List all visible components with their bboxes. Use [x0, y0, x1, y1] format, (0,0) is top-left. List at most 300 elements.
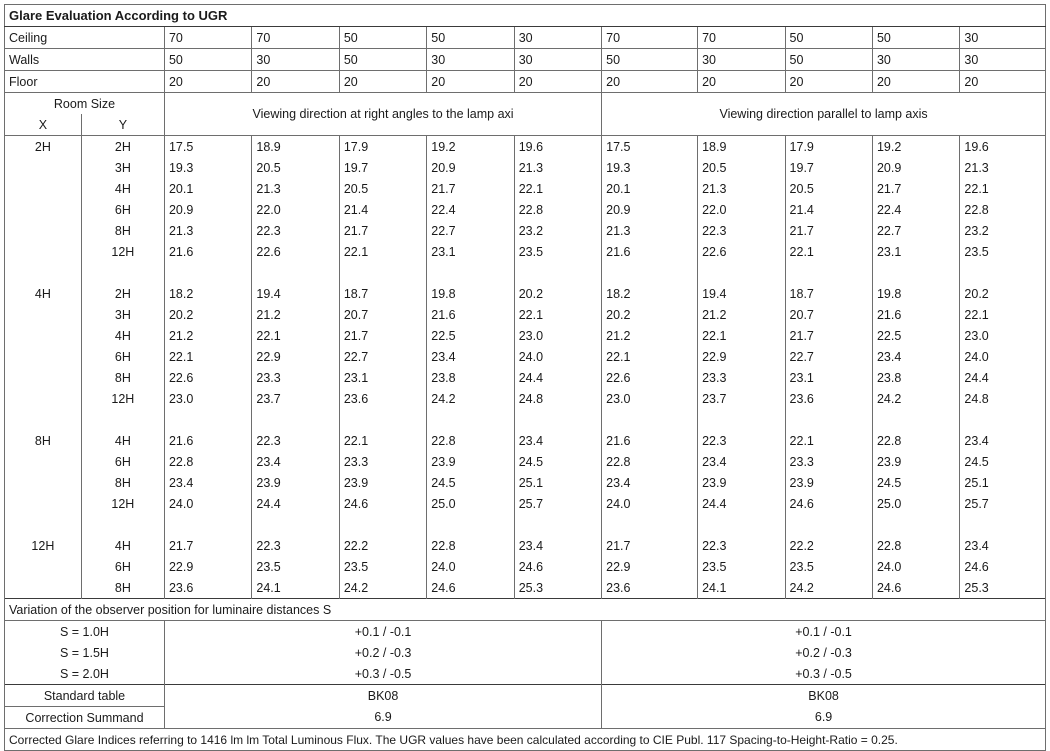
ugr-value-perpendicular: 20.9: [427, 157, 514, 178]
standard-table-parallel: BK08: [602, 685, 1046, 707]
table-row: [5, 199, 1046, 220]
room-size-y-value: 6H: [81, 199, 164, 220]
ugr-value-parallel: 24.5: [960, 451, 1046, 472]
ugr-value-perpendicular: 22.4: [427, 199, 514, 220]
ugr-value-perpendicular: 22.9: [164, 556, 251, 577]
reflectance-value: 30: [698, 49, 785, 71]
ugr-value-parallel: 22.1: [785, 241, 872, 262]
spacer-cell: [698, 514, 785, 535]
ugr-value-perpendicular: 20.2: [514, 283, 601, 304]
ugr-value-parallel: 22.1: [960, 304, 1046, 325]
ugr-value-parallel: 23.3: [785, 451, 872, 472]
table-row: [5, 367, 1046, 388]
ugr-value-parallel: 21.3: [960, 157, 1046, 178]
reflectance-value: 30: [960, 27, 1046, 49]
room-size-y-value: 2H: [81, 136, 164, 158]
ugr-value-perpendicular: 21.3: [252, 178, 339, 199]
footnote-row: [5, 729, 1046, 751]
ugr-value-parallel: 23.9: [872, 451, 959, 472]
spacer-cell: [427, 409, 514, 430]
ugr-value-parallel: 24.6: [960, 556, 1046, 577]
ugr-value-parallel: 22.6: [602, 367, 698, 388]
group-spacer-row: [5, 409, 1046, 430]
ugr-value-perpendicular: 24.6: [427, 577, 514, 599]
room-size-x-value: 12H: [5, 535, 82, 556]
reflectance-value: 30: [514, 27, 601, 49]
ugr-value-perpendicular: 22.6: [164, 367, 251, 388]
ugr-value-perpendicular: 18.9: [252, 136, 339, 158]
ugr-value-perpendicular: 25.7: [514, 493, 601, 514]
ugr-value-perpendicular: 21.7: [164, 535, 251, 556]
room-size-y-value: 6H: [81, 451, 164, 472]
standard-table-row: [5, 685, 1046, 707]
ugr-value-perpendicular: 22.5: [427, 325, 514, 346]
spacer-cell: [81, 262, 164, 283]
ugr-value-perpendicular: 23.4: [164, 472, 251, 493]
ugr-value-parallel: 23.6: [785, 388, 872, 409]
room-size-x-value: 8H: [5, 430, 82, 451]
room-size-y-value: 12H: [81, 493, 164, 514]
direction-header-parallel: Viewing direction parallel to lamp axis: [602, 93, 1046, 136]
reflectance-value: 20: [427, 71, 514, 93]
ugr-value-perpendicular: 21.7: [427, 178, 514, 199]
ugr-value-parallel: 21.6: [602, 430, 698, 451]
ugr-value-parallel: 22.9: [602, 556, 698, 577]
ugr-value-parallel: 24.0: [872, 556, 959, 577]
spacer-cell: [164, 262, 251, 283]
ugr-value-parallel: 21.7: [785, 220, 872, 241]
table-row: [5, 472, 1046, 493]
spacer-cell: [427, 262, 514, 283]
spacer-cell: [698, 262, 785, 283]
ugr-value-perpendicular: 23.4: [427, 346, 514, 367]
ugr-value-parallel: 24.2: [872, 388, 959, 409]
ugr-value-perpendicular: 17.9: [339, 136, 426, 158]
spacer-cell: [514, 262, 601, 283]
ugr-value-parallel: 22.6: [698, 241, 785, 262]
ugr-value-parallel: 22.1: [698, 325, 785, 346]
group-spacer-row: [5, 514, 1046, 535]
ugr-value-parallel: 22.9: [698, 346, 785, 367]
ugr-value-perpendicular: 22.8: [427, 535, 514, 556]
ugr-value-perpendicular: 21.6: [427, 304, 514, 325]
room-size-x-value-empty: [5, 178, 82, 199]
ugr-value-perpendicular: 23.3: [339, 451, 426, 472]
reflectance-value: 20: [872, 71, 959, 93]
variation-row: [5, 642, 1046, 663]
spacer-cell: [872, 262, 959, 283]
ugr-value-perpendicular: 17.5: [164, 136, 251, 158]
ugr-value-parallel: 23.1: [872, 241, 959, 262]
spacer-cell: [5, 514, 82, 535]
ugr-value-parallel: 21.3: [698, 178, 785, 199]
reflectance-value: 20: [252, 71, 339, 93]
spacer-cell: [960, 409, 1046, 430]
ugr-value-perpendicular: 21.7: [339, 220, 426, 241]
room-size-y-value: 2H: [81, 283, 164, 304]
spacer-cell: [960, 262, 1046, 283]
ugr-value-parallel: 20.9: [602, 199, 698, 220]
ugr-value-parallel: 24.8: [960, 388, 1046, 409]
room-size-y-value: 6H: [81, 346, 164, 367]
table-row: [5, 493, 1046, 514]
variation-heading: Variation of the observer position for luminaire distances S: [5, 599, 1046, 621]
reflectance-value: 20: [698, 71, 785, 93]
room-size-x-value-empty: [5, 199, 82, 220]
ugr-value-parallel: 21.6: [602, 241, 698, 262]
ugr-table-body: [5, 5, 1046, 751]
spacer-cell: [339, 409, 426, 430]
reflectance-value: 50: [785, 27, 872, 49]
ugr-value-parallel: 21.7: [602, 535, 698, 556]
table-row: [5, 178, 1046, 199]
ugr-value-parallel: 22.1: [602, 346, 698, 367]
ugr-value-parallel: 24.4: [698, 493, 785, 514]
variation-value-perpendicular: +0.2 / -0.3: [164, 642, 601, 663]
ugr-value-perpendicular: 22.9: [252, 346, 339, 367]
ugr-value-parallel: 23.4: [960, 430, 1046, 451]
room-size-y-value: 8H: [81, 472, 164, 493]
ugr-value-perpendicular: 24.6: [514, 556, 601, 577]
ugr-value-parallel: 24.6: [872, 577, 959, 599]
ugr-value-parallel: 23.1: [785, 367, 872, 388]
variation-label: S = 2.0H: [5, 663, 165, 685]
ugr-value-perpendicular: 23.4: [514, 430, 601, 451]
ugr-value-perpendicular: 22.1: [339, 430, 426, 451]
ugr-value-parallel: 23.5: [960, 241, 1046, 262]
ugr-value-perpendicular: 23.8: [427, 367, 514, 388]
ugr-value-parallel: 22.1: [785, 430, 872, 451]
spacer-cell: [164, 409, 251, 430]
ugr-value-parallel: 20.7: [785, 304, 872, 325]
spacer-cell: [872, 514, 959, 535]
ugr-value-perpendicular: 23.9: [427, 451, 514, 472]
ugr-value-perpendicular: 24.5: [514, 451, 601, 472]
ugr-value-parallel: 22.4: [872, 199, 959, 220]
spacer-cell: [602, 409, 698, 430]
ugr-value-perpendicular: 20.5: [339, 178, 426, 199]
ugr-value-perpendicular: 22.8: [164, 451, 251, 472]
ugr-value-parallel: 23.9: [785, 472, 872, 493]
ugr-value-parallel: 23.8: [872, 367, 959, 388]
ugr-value-perpendicular: 22.3: [252, 535, 339, 556]
ugr-value-parallel: 23.6: [602, 577, 698, 599]
room-size-x-value-empty: [5, 346, 82, 367]
ugr-value-parallel: 23.5: [785, 556, 872, 577]
ugr-value-parallel: 19.8: [872, 283, 959, 304]
spacer-cell: [698, 409, 785, 430]
reflectance-value: 50: [339, 27, 426, 49]
ugr-value-perpendicular: 19.2: [427, 136, 514, 158]
ugr-value-perpendicular: 21.3: [514, 157, 601, 178]
ugr-value-perpendicular: 23.2: [514, 220, 601, 241]
room-size-y-value: 3H: [81, 304, 164, 325]
ugr-value-perpendicular: 25.1: [514, 472, 601, 493]
ugr-value-parallel: 21.4: [785, 199, 872, 220]
ugr-value-perpendicular: 18.2: [164, 283, 251, 304]
ugr-value-parallel: 23.3: [698, 367, 785, 388]
ugr-value-perpendicular: 22.8: [427, 430, 514, 451]
ugr-value-perpendicular: 20.1: [164, 178, 251, 199]
ugr-value-perpendicular: 23.9: [252, 472, 339, 493]
ugr-value-perpendicular: 19.7: [339, 157, 426, 178]
reflectance-value: 30: [960, 49, 1046, 71]
ugr-value-perpendicular: 24.6: [339, 493, 426, 514]
ugr-value-parallel: 23.7: [698, 388, 785, 409]
spacer-cell: [252, 409, 339, 430]
spacer-cell: [514, 409, 601, 430]
direction-header-perpendicular: Viewing direction at right angles to the lamp axi: [164, 93, 601, 136]
ugr-value-perpendicular: 19.4: [252, 283, 339, 304]
reflectance-value: 20: [960, 71, 1046, 93]
ugr-value-parallel: 23.4: [698, 451, 785, 472]
spacer-cell: [339, 262, 426, 283]
group-spacer-row: [5, 262, 1046, 283]
ugr-value-parallel: 19.2: [872, 136, 959, 158]
ugr-value-parallel: 22.1: [960, 178, 1046, 199]
ugr-value-perpendicular: 21.6: [164, 241, 251, 262]
room-size-header: Room Size: [5, 93, 165, 115]
variation-value-parallel: +0.2 / -0.3: [602, 642, 1046, 663]
variation-value-perpendicular: +0.3 / -0.5: [164, 663, 601, 685]
ugr-value-perpendicular: 21.2: [252, 304, 339, 325]
ugr-value-perpendicular: 23.6: [339, 388, 426, 409]
ugr-value-parallel: 23.4: [602, 472, 698, 493]
standard-table-perpendicular: BK08: [164, 685, 601, 707]
ugr-value-parallel: 25.3: [960, 577, 1046, 599]
variation-row: [5, 663, 1046, 685]
ugr-value-perpendicular: 21.2: [164, 325, 251, 346]
reflectance-value: 50: [785, 49, 872, 71]
ugr-value-perpendicular: 24.8: [514, 388, 601, 409]
ugr-value-perpendicular: 22.8: [514, 199, 601, 220]
table-row: [5, 220, 1046, 241]
ugr-value-perpendicular: 23.3: [252, 367, 339, 388]
ugr-value-perpendicular: 23.7: [252, 388, 339, 409]
reflectance-row: [5, 71, 1046, 93]
ugr-value-perpendicular: 24.4: [514, 367, 601, 388]
ugr-value-parallel: 22.0: [698, 199, 785, 220]
room-size-x-value-empty: [5, 388, 82, 409]
spacer-cell: [872, 409, 959, 430]
table-row: [5, 388, 1046, 409]
spacer-cell: [785, 262, 872, 283]
reflectance-value: 70: [164, 27, 251, 49]
ugr-value-parallel: 22.2: [785, 535, 872, 556]
ugr-value-parallel: 20.2: [960, 283, 1046, 304]
title-row: [5, 5, 1046, 27]
ugr-value-perpendicular: 22.7: [339, 346, 426, 367]
room-size-y-value: 8H: [81, 220, 164, 241]
ugr-value-perpendicular: 24.4: [252, 493, 339, 514]
ugr-value-perpendicular: 22.1: [164, 346, 251, 367]
spacer-cell: [602, 514, 698, 535]
room-size-x-value-empty: [5, 157, 82, 178]
room-size-x-value-empty: [5, 241, 82, 262]
reflectance-label: Ceiling: [5, 27, 165, 49]
ugr-value-parallel: 22.7: [785, 346, 872, 367]
table-row: [5, 577, 1046, 599]
table-row: [5, 535, 1046, 556]
spacer-cell: [427, 514, 514, 535]
ugr-value-parallel: 21.7: [872, 178, 959, 199]
ugr-value-parallel: 21.2: [602, 325, 698, 346]
ugr-value-parallel: 21.3: [602, 220, 698, 241]
ugr-value-parallel: 22.5: [872, 325, 959, 346]
ugr-value-parallel: 19.3: [602, 157, 698, 178]
ugr-value-parallel: 23.4: [872, 346, 959, 367]
spacer-cell: [252, 514, 339, 535]
spacer-cell: [5, 262, 82, 283]
reflectance-value: 20: [602, 71, 698, 93]
spacer-cell: [164, 514, 251, 535]
room-size-y-value: 8H: [81, 577, 164, 599]
room-size-x-value-empty: [5, 451, 82, 472]
reflectance-value: 70: [252, 27, 339, 49]
ugr-value-perpendicular: 24.5: [427, 472, 514, 493]
ugr-value-parallel: 19.6: [960, 136, 1046, 158]
table-row: [5, 283, 1046, 304]
ugr-value-perpendicular: 20.5: [252, 157, 339, 178]
correction-summand-row: [5, 707, 1046, 729]
spacer-cell: [81, 514, 164, 535]
variation-heading-row: [5, 599, 1046, 621]
ugr-value-parallel: 24.2: [785, 577, 872, 599]
ugr-value-perpendicular: 22.1: [339, 241, 426, 262]
ugr-value-parallel: 24.0: [602, 493, 698, 514]
ugr-value-perpendicular: 25.3: [514, 577, 601, 599]
ugr-value-parallel: 24.6: [785, 493, 872, 514]
ugr-value-perpendicular: 21.3: [164, 220, 251, 241]
room-size-x-value-empty: [5, 472, 82, 493]
spacer-cell: [785, 514, 872, 535]
ugr-value-parallel: 20.1: [602, 178, 698, 199]
ugr-value-perpendicular: 23.6: [164, 577, 251, 599]
spacer-cell: [339, 514, 426, 535]
room-size-y-value: 4H: [81, 178, 164, 199]
ugr-value-perpendicular: 22.3: [252, 220, 339, 241]
footnote-text: Corrected Glare Indices referring to 1416 lm lm Total Luminous Flux. The UGR values have been calculated according to CIE Publ. 117 Spacing-to-Height-Ratio = 0.25.: [5, 729, 1046, 751]
ugr-value-perpendicular: 20.7: [339, 304, 426, 325]
ugr-value-perpendicular: 21.6: [164, 430, 251, 451]
reflectance-value: 20: [339, 71, 426, 93]
ugr-value-parallel: 25.7: [960, 493, 1046, 514]
ugr-value-parallel: 25.0: [872, 493, 959, 514]
ugr-value-perpendicular: 19.8: [427, 283, 514, 304]
ugr-value-perpendicular: 23.0: [514, 325, 601, 346]
ugr-value-perpendicular: 21.7: [339, 325, 426, 346]
ugr-value-parallel: 22.3: [698, 220, 785, 241]
spacer-cell: [785, 409, 872, 430]
room-size-x-value: 2H: [5, 136, 82, 158]
room-size-y-value: 4H: [81, 325, 164, 346]
spacer-cell: [252, 262, 339, 283]
ugr-value-parallel: 23.4: [960, 535, 1046, 556]
room-size-x-value-empty: [5, 556, 82, 577]
reflectance-value: 50: [339, 49, 426, 71]
ugr-value-perpendicular: 23.9: [339, 472, 426, 493]
room-size-y-value: 8H: [81, 367, 164, 388]
variation-value-perpendicular: +0.1 / -0.1: [164, 621, 601, 643]
ugr-value-parallel: 22.8: [960, 199, 1046, 220]
reflectance-value: 20: [785, 71, 872, 93]
ugr-value-parallel: 22.3: [698, 430, 785, 451]
reflectance-value: 30: [872, 49, 959, 71]
ugr-value-perpendicular: 23.1: [427, 241, 514, 262]
ugr-value-perpendicular: 22.1: [514, 304, 601, 325]
ugr-value-parallel: 22.3: [698, 535, 785, 556]
spacer-cell: [602, 262, 698, 283]
table-row: [5, 346, 1046, 367]
room-size-x-value-empty: [5, 493, 82, 514]
ugr-value-parallel: 20.5: [785, 178, 872, 199]
ugr-value-parallel: 21.2: [698, 304, 785, 325]
ugr-value-parallel: 24.1: [698, 577, 785, 599]
ugr-value-perpendicular: 24.0: [427, 556, 514, 577]
reflectance-value: 50: [872, 27, 959, 49]
ugr-value-parallel: 23.9: [698, 472, 785, 493]
room-size-x-value-empty: [5, 577, 82, 599]
ugr-value-perpendicular: 23.4: [514, 535, 601, 556]
page-title: Glare Evaluation According to UGR: [5, 5, 1046, 27]
ugr-value-parallel: 22.7: [872, 220, 959, 241]
room-size-y-value: 6H: [81, 556, 164, 577]
reflectance-value: 30: [252, 49, 339, 71]
ugr-value-perpendicular: 23.4: [252, 451, 339, 472]
section-header-row: [5, 93, 1046, 115]
ugr-value-parallel: 21.7: [785, 325, 872, 346]
reflectance-value: 70: [698, 27, 785, 49]
room-size-y-value: 3H: [81, 157, 164, 178]
ugr-value-parallel: 20.5: [698, 157, 785, 178]
ugr-value-perpendicular: 21.4: [339, 199, 426, 220]
ugr-value-parallel: 21.6: [872, 304, 959, 325]
ugr-value-perpendicular: 20.9: [164, 199, 251, 220]
reflectance-value: 20: [514, 71, 601, 93]
correction-summand-label: Correction Summand: [5, 707, 165, 729]
room-size-y-value: 4H: [81, 430, 164, 451]
variation-label: S = 1.5H: [5, 642, 165, 663]
standard-table-label: Standard table: [5, 685, 165, 707]
ugr-value-perpendicular: 20.2: [164, 304, 251, 325]
ugr-value-parallel: 23.5: [698, 556, 785, 577]
reflectance-value: 70: [602, 27, 698, 49]
room-size-y-label: Y: [81, 114, 164, 136]
room-size-y-value: 12H: [81, 388, 164, 409]
reflectance-label: Walls: [5, 49, 165, 71]
ugr-value-parallel: 24.0: [960, 346, 1046, 367]
correction-summand-parallel: 6.9: [602, 707, 1046, 729]
ugr-value-parallel: 23.0: [602, 388, 698, 409]
reflectance-value: 50: [427, 27, 514, 49]
ugr-value-perpendicular: 19.6: [514, 136, 601, 158]
room-size-x-value-empty: [5, 304, 82, 325]
reflectance-value: 30: [427, 49, 514, 71]
ugr-value-parallel: 22.8: [872, 535, 959, 556]
ugr-value-parallel: 18.7: [785, 283, 872, 304]
ugr-value-perpendicular: 22.0: [252, 199, 339, 220]
ugr-value-perpendicular: 22.1: [252, 325, 339, 346]
room-size-x-value: 4H: [5, 283, 82, 304]
table-row: [5, 157, 1046, 178]
ugr-value-perpendicular: 24.0: [514, 346, 601, 367]
table-row: [5, 451, 1046, 472]
reflectance-value: 20: [164, 71, 251, 93]
ugr-value-parallel: 18.9: [698, 136, 785, 158]
ugr-value-perpendicular: 22.3: [252, 430, 339, 451]
table-row: [5, 556, 1046, 577]
variation-value-parallel: +0.1 / -0.1: [602, 621, 1046, 643]
